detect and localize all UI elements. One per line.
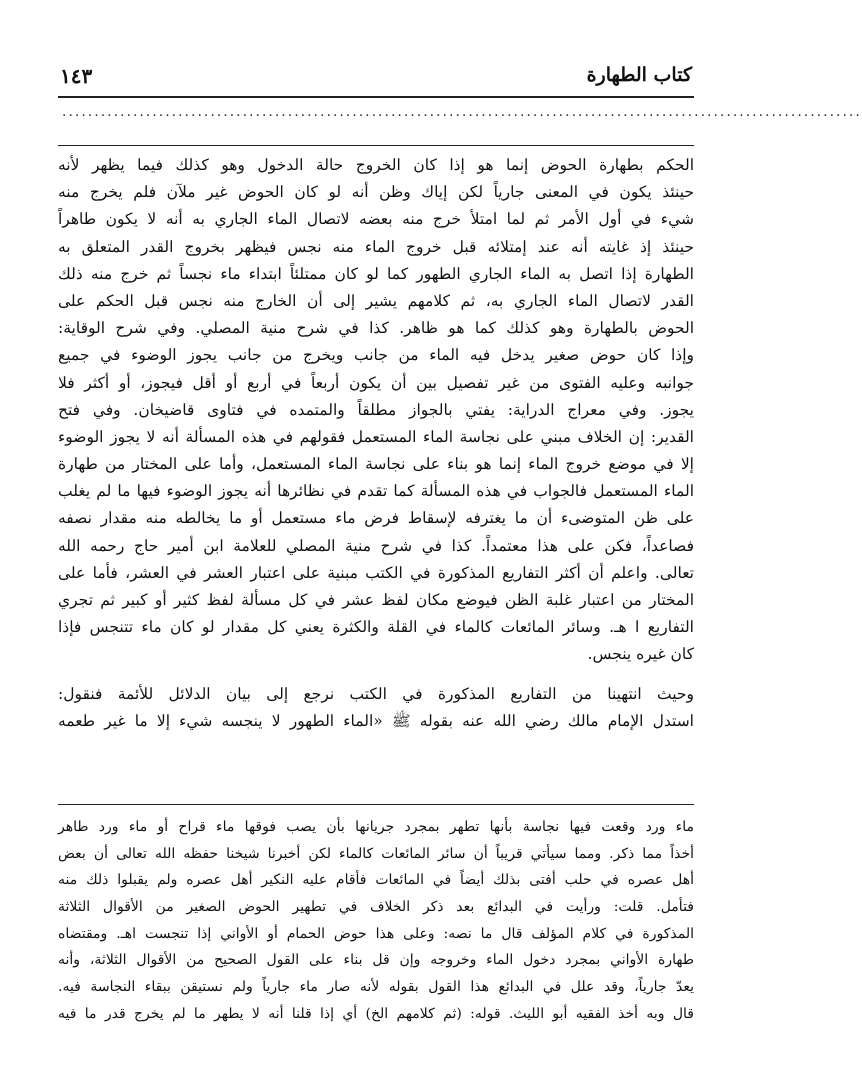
text-line: التفاريع ا هـ. وسائر المائعات كالماء في القلة والكثرة يعني كل مقدار لو كان ماء تتنجس فإذا — [58, 618, 694, 637]
footnote-line: فتأمل. قلت: ورأيت في البدائع بعد ذكر الخلاف في تطهير الحوض الصغير من الأقوال الثلاثة — [58, 899, 694, 916]
footnote-line: المذكورة في كلام المؤلف قال ما نصه: وعلى هذا حوض الحمام أو الأواني إذا تنجست اهـ. ومقتضاه — [58, 925, 694, 942]
text-line: الحوض بالطهارة وهو كذلك كما هو ظاهر. كذا في شرح منية المصلي. وفي شرح الوقاية: — [58, 319, 694, 338]
text-top-rule — [58, 145, 694, 146]
text-line: كان غيره ينجس. — [587, 645, 694, 664]
footnote-line: ماء ورد وقعت فيها نجاسة بأنها تطهر بمجرد جريانها بأن يصب فوقها ماء قراح أو ماء ورد طاهر — [58, 819, 694, 835]
text-line: جوانبه وعليه الفتوى من غير تفصيل بين أن يكون أربعاً في أربع أو أقل فيجوز، أو أكثر فلا — [58, 373, 694, 392]
text-line: على ظن المتوضىء أن ما يغترفه لإسقاط فرض ماء مستعمل أو ما يخالطه منه مقدار نصفه — [58, 509, 694, 528]
text-line: حينئذ يكون في المعنى جارياً لكن إياك وظن أنه لو كان الحوض غير ملآن فلم يخرج منه — [58, 183, 694, 202]
text-line: وإذا كان حوض صغير يدخل فيه الماء من جانب ويخرج من جانب يجوز الوضوء في جميع — [58, 346, 694, 365]
header-rule — [58, 96, 694, 98]
page-number: ١٤٣ — [60, 64, 93, 88]
text-line: وحيث انتهينا من التفاريع المذكورة في الكتب نرجع إلى بيان الدلائل للأئمة فنقول: — [58, 684, 694, 703]
text-line: فصاعداً، فكن على هذا معتمداً. كذا في شرح منية المصلي للعلامة ابن أمير حاج رحمه الله — [58, 536, 694, 555]
footnote-rule — [58, 804, 694, 805]
text-line: المختار من اعتبار غلبة الظن فيوضع مكان لفظ عشر في كل مسألة لفظ كثير أو كبير ثم تجري — [58, 591, 694, 609]
footnote-line: قال وبه أخذ الفقيه أبو الليث. قوله: (ثم كلامهم الخ) أي إذا قلنا أنه لا يطهر ما لم يخرج قدر ما فيه — [58, 1005, 694, 1022]
dotted-separator: ............................................................................................................................ — [62, 104, 862, 120]
text-line: إلا في موضع خروج الماء إنما هو بناء على نجاسة الماء المستعمل، وأما على المختار من طهارة — [58, 455, 694, 474]
text-line: الطهارة إذا اتصل به الماء الجاري الطهور كما لو كان ممتلئاً ابتداء ماء نجساً ثم خرج منه ذلك — [58, 264, 694, 283]
text-line: القدير: إن الخلاف مبني على نجاسة الماء المستعمل فقولهم في هذه المسألة أنه لا يجوز الوضوء — [58, 427, 694, 446]
paragraph-gap — [58, 669, 694, 681]
text-line: استدل الإمام مالك رضي الله عنه بقوله ﷺ «الماء الطهور لا ينجسه شيء إلا ما غير طعمه — [58, 711, 694, 730]
footnote-line: يعدّ جارياً، وقد علل في البدائع هذا القول بقوله لأنه صار ماء جارياً ولم نستيقن ببقاء النجاسة فيه. — [58, 979, 694, 996]
running-title: كتاب الطهارة — [586, 64, 692, 86]
footnote-line: طهارة الأواني بمجرد دخول الماء وخروجه وإن قل بناء على القول الصحيح من الأقوال الثلاثة، وأنه — [58, 952, 694, 969]
main-text — [58, 152, 694, 735]
page-header — [58, 58, 694, 98]
text-line: تعالى. واعلم أن أكثر التفاريع المذكورة في الكتب مبنية على اعتبار العشر في العشر، فأما على — [58, 563, 694, 582]
text-line: حينئذ إذ غايته أنه عند إمتلائه قبل خروج الماء منه نجس فيظهر بخروج القدر المتعلق به — [58, 237, 694, 256]
footnote-line: أهل عصره في حلب أفتى بذلك أيضاً في المائعات فأقام عليه النكير أهل عصره ولم يقبلوا ذلك منه — [58, 872, 694, 889]
text-line: الماء المستعمل فالجواب في هذه المسألة كما تقدم في نظائرها أنه يجوز الوضوء فيها ما لم يغلب — [58, 482, 694, 501]
text-line: القدر لاتصال الماء الجاري به، ثم كلامهم يشير إلى أن الخارج منه نجس قبل الحكم على — [58, 291, 694, 310]
footnote-text — [58, 814, 694, 1028]
text-line: الحكم بطهارة الحوض إنما هو إذا كان الخروج حالة الدخول وهو كذلك فيما يظهر لأنه — [58, 156, 694, 174]
text-line: يجوز. وفي معراج الدراية: يفتي بالجواز مطلقاً والمتمده في فتاوى قاضيخان. وفي فتح — [58, 400, 694, 419]
text-line: شيء في أول الأمر ثم لما امتلأ خرج منه بعضه لاتصال الماء الجاري به أنه لا يكون طاهراً — [58, 210, 694, 229]
footnote-line: أخذاً مما ذكر. ومما سيأتي قريباً أن سائر المائعات كالماء لكن أخبرنا شيخنا حفظه الله تعالى أن بعض — [58, 845, 694, 862]
